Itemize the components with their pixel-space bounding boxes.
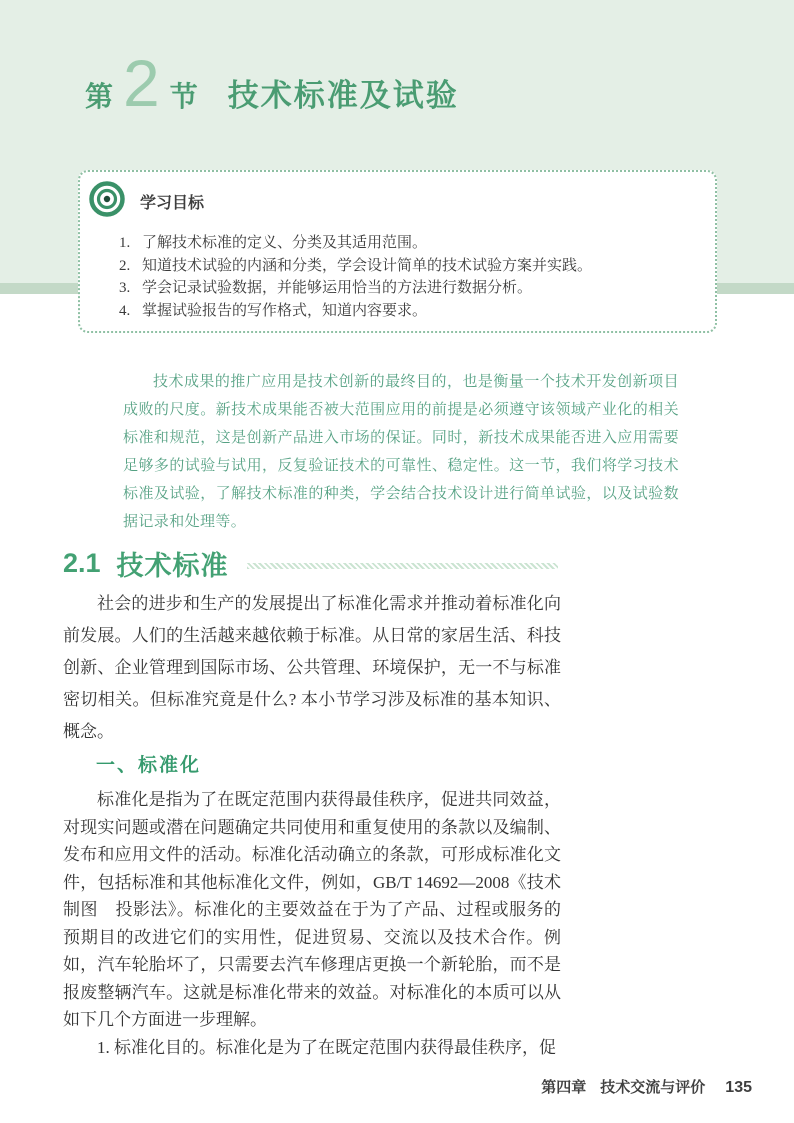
- chapter-title-text: 技术标准及试验: [227, 78, 459, 113]
- chapter-prefix: 第: [85, 81, 114, 112]
- objective-item: [119, 300, 691, 323]
- learning-objectives-title: 学习目标: [140, 195, 205, 212]
- intro-paragraph: 技术成果的推广应用是技术创新的最终目的，也是衡量一个技术开发创新项目成败的尺度。新技术成果能否被大范围应用的前提是必须遵守该领域产业化的相关标准和规范，这是创新产品进入市场的保证。同时，新技术成果能否进入应用需要足够多的试验与试用，反复验证技术的可靠性、稳定性。这一节，我们将学习技术标准及试验，了解技术标准的种类，学会结合技术设计进行简单试验，以及试验数据记录和处理等。: [123, 373, 679, 530]
- objective-text: 了解技术标准的定义、分类及其适用范围。: [142, 235, 428, 251]
- objective-item: [119, 277, 691, 300]
- footer-page-number: 135: [725, 1079, 752, 1096]
- objective-text: 学会记录试验数据，并能够运用恰当的方法进行数据分析。: [142, 280, 533, 296]
- chapter-suffix: 节: [169, 81, 198, 112]
- footer-section-title: 技术交流与评价: [600, 1079, 706, 1096]
- learning-objectives-header: [88, 180, 204, 223]
- objective-text: 掌握试验报告的写作格式，知道内容要求。: [142, 302, 428, 319]
- learning-objectives-box: [78, 170, 717, 333]
- objective-number: 3.: [119, 280, 131, 296]
- learning-objectives-list: [119, 232, 691, 322]
- hatch-decoration: [247, 563, 558, 569]
- page-footer: [541, 1076, 752, 1097]
- section-number: 2.1: [63, 548, 101, 578]
- section-paragraph: 社会的进步和生产的发展提出了标准化需求并推动着标准化向前发展。人们的生活越来越依赖于标准。从日常的家居生活、科技创新、企业管理到国际市场、公共管理、环境保护，无一不与标准密切相关。但标准究竟是什么? 本小节学习涉及标准的基本知识、概念。: [63, 594, 561, 741]
- chapter-heading: [85, 46, 459, 120]
- objective-number: 1.: [119, 235, 131, 251]
- objective-number: 4.: [119, 302, 131, 319]
- subsection-paragraph: 标准化是指为了在既定范围内获得最佳秩序，促进共同效益，对现实问题或潜在问题确定共同使用和重复使用的条款以及编制、发布和应用文件的活动。标准化活动确立的条款，可形成标准化文件，包括标准和其他标准化文件，例如，GB/T 14692—2008《技术制图 投影法》。标准化的主要效益在于为了产品、过程或服务的预期目的改进它们的实用性，促进贸易、交流以及技术合作。例如，汽车轮胎坏了，只需要去汽车修理店更换一个新轮胎，而不是报废整辆汽车。这就是标准化带来的效益。对标准化的本质可以从如下几个方面进一步理解。: [63, 790, 561, 1029]
- objective-number: 2.: [119, 257, 131, 274]
- section-heading: [63, 544, 558, 583]
- objective-item: [119, 232, 691, 255]
- section-title: 技术标准: [116, 551, 229, 581]
- subsection-body: [63, 786, 561, 1061]
- objective-text: 知道技术试验的内涵和分类，学会设计简单的技术试验方案并实践。: [142, 257, 593, 274]
- subsection-heading: 一、标准化: [96, 755, 202, 776]
- footer-chapter-label: 第四章: [541, 1079, 587, 1096]
- chapter-number: 2: [123, 46, 160, 120]
- objective-item: [119, 255, 691, 278]
- target-icon: [88, 180, 126, 223]
- subsection-paragraph: 1. 标准化目的。标准化是为了在既定范围内获得最佳秩序，促: [97, 1037, 556, 1057]
